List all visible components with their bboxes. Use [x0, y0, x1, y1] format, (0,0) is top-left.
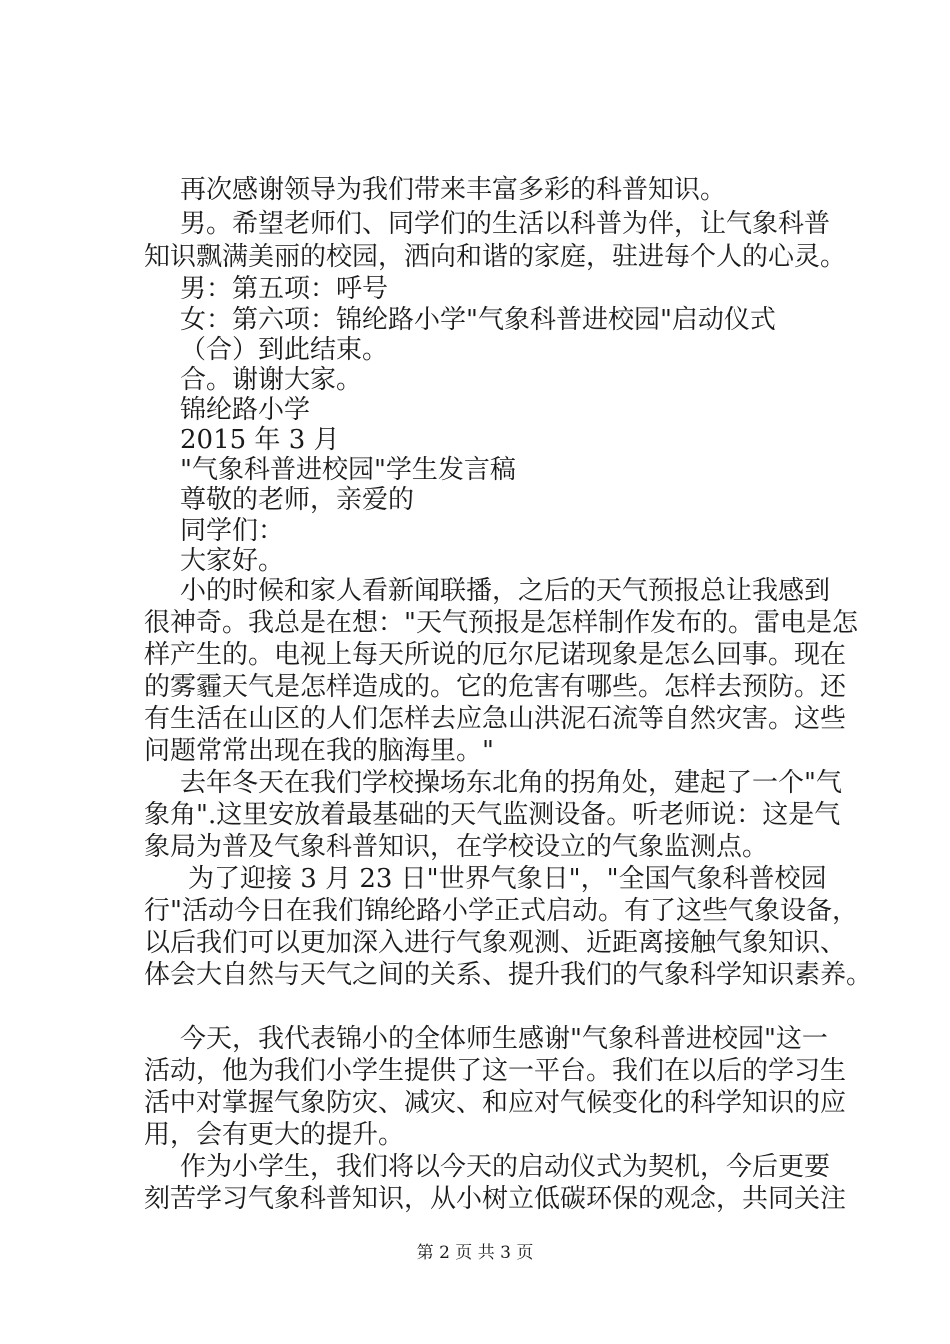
text-line: 有生活在山区的人们怎样去应急山洪泥石流等自然灾害。这些: [144, 704, 847, 734]
text-line: 的雾霾天气是怎样造成的。它的危害有哪些。怎样去预防。还: [144, 672, 847, 702]
text-line: 男。希望老师们、同学们的生活以科普为伴，让气象科普: [180, 209, 831, 239]
text-line: 小的时候和家人看新闻联播，之后的天气预报总让我感到: [180, 576, 831, 606]
text-line: 很神奇。我总是在想："天气预报是怎样制作发布的。雷电是怎: [144, 608, 858, 638]
page-number: 第 2 页 共 3 页: [416, 1243, 534, 1263]
text-line: 知识飘满美丽的校园，洒向和谐的家庭，驻进每个人的心灵。: [144, 242, 847, 272]
text-line: 合。谢谢大家。: [180, 365, 363, 395]
date-line: 2015 年 3 月: [180, 425, 340, 455]
text-line: 大家好。: [180, 546, 285, 576]
text-line: 样产生的。电视上每天所说的厄尔尼诺现象是怎么回事。现在: [144, 640, 847, 670]
text-line: 锦纶路小学: [180, 395, 311, 425]
text-line: 行"活动今日在我们锦纶路小学正式启动。有了这些气象设备，: [144, 896, 858, 926]
text-line: 同学们：: [180, 516, 285, 546]
text-line: 象角".这里安放着最基础的天气监测设备。听老师说：这是气: [144, 800, 841, 830]
text-line: 活动，他为我们小学生提供了这一平台。我们在以后的学习生: [144, 1056, 847, 1086]
text-line: 去年冬天在我们学校操场东北角的拐角处，建起了一个"气: [180, 768, 842, 798]
text-line: 作为小学生，我们将以今天的启动仪式为契机，今后更要: [180, 1152, 831, 1182]
speech-title: "气象科普进校园"学生发言稿: [180, 455, 516, 485]
text-line: 问题常常出现在我的脑海里。": [144, 736, 494, 766]
text-line: 女：第六项：锦纶路小学"气象科普进校园"启动仪式: [180, 305, 776, 335]
text-line: 用，会有更大的提升。: [144, 1120, 405, 1150]
text-line: 男：第五项：呼号: [180, 274, 389, 304]
text-line: 象局为普及气象科普知识，在学校设立的气象监测点。: [144, 832, 769, 862]
text-line: 今天，我代表锦小的全体师生感谢"气象科普进校园"这一: [180, 1024, 828, 1054]
text-line: 刻苦学习气象科普知识，从小树立低碳环保的观念，共同关注: [144, 1184, 847, 1214]
text-line: 为了迎接 3 月 23 日"世界气象日"，"全国气象科普校园: [188, 864, 827, 894]
text-line: （合）到此结束。: [180, 335, 389, 365]
text-line: 再次感谢领导为我们带来丰富多彩的科普知识。: [180, 175, 727, 205]
text-line: 活中对掌握气象防灾、减灾、和应对气候变化的科学知识的应: [144, 1088, 847, 1118]
text-line: 体会大自然与天气之间的关系、提升我们的气象科学知识素养。: [144, 960, 873, 990]
text-line: 尊敬的老师，亲爱的: [180, 485, 415, 515]
text-line: 以后我们可以更加深入进行气象观测、近距离接触气象知识、: [144, 928, 847, 958]
